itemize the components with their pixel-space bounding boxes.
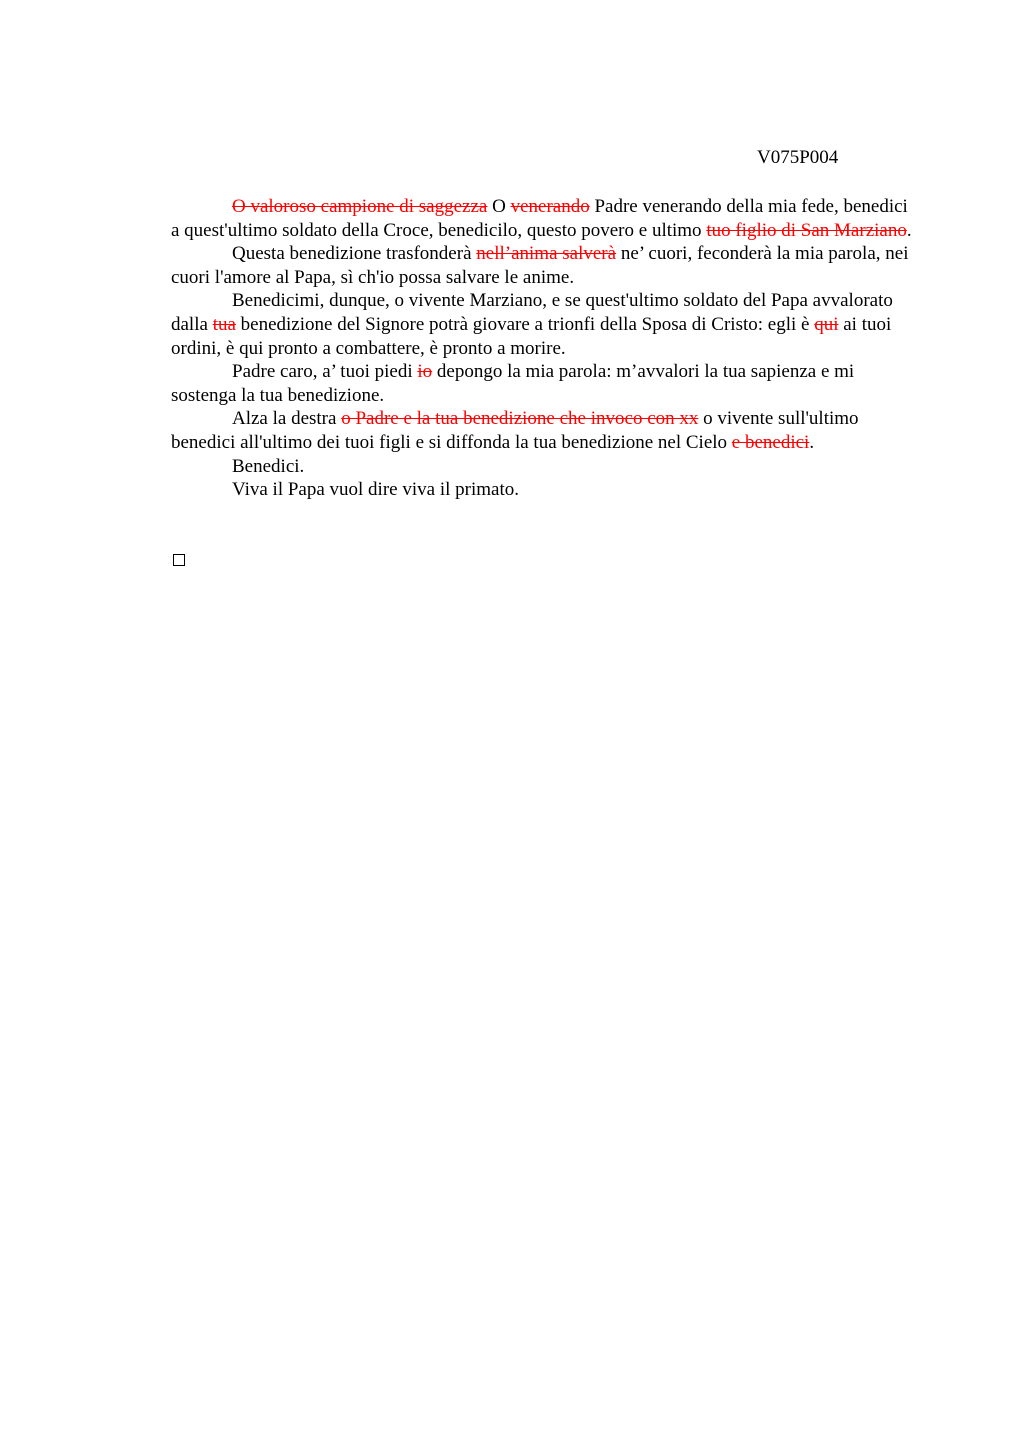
text-run: O xyxy=(487,196,511,217)
text-run: Viva il Papa vuol dire viva il primato. xyxy=(232,479,519,501)
paragraph-4 xyxy=(171,360,919,407)
page-id: V075P004 xyxy=(757,147,839,168)
paragraph-6 xyxy=(171,455,919,479)
deleted-text: o Padre e la tua benedizione che invoco con xx xyxy=(341,408,699,430)
deleted-text: tua xyxy=(212,313,236,335)
text-run: Benedicimi, dunque, o vivente Marziano, e se quest'ultimo soldato del Papa avvalorato dalla xyxy=(171,290,893,335)
deleted-text: e benedici xyxy=(731,431,810,453)
text-run: . xyxy=(906,219,912,241)
text-run: ne’ cuori, feconderà la mia parola, nei cuori l'amore al Papa, sì ch'io possa salvare le anime. xyxy=(171,243,909,288)
deleted-text: O valoroso campione di saggezza xyxy=(232,196,488,217)
paragraph-2 xyxy=(171,242,919,289)
deleted-text: io xyxy=(417,361,433,383)
text-run: . xyxy=(809,431,815,453)
document-body xyxy=(171,195,919,502)
paragraph-7 xyxy=(171,478,919,502)
text-run: Padre venerando della mia fede, benedici a quest'ultimo soldato della Croce, benedicilo, questo povero e ultimo xyxy=(171,196,908,241)
paragraph-1 xyxy=(171,195,919,242)
deleted-text: qui xyxy=(814,313,839,335)
deleted-text: tuo figlio di San Marziano xyxy=(706,219,907,241)
text-run: ai tuoi ordini, è qui pronto a combattere, è pronto a morire. xyxy=(171,313,892,359)
text-run: depongo la mia parola: m’avvalori la tua sapienza e mi sostenga la tua benedizione. xyxy=(171,361,855,406)
paragraph-3 xyxy=(171,289,919,360)
deleted-text: venerando xyxy=(510,196,590,217)
text-run: Padre caro, a’ tuoi piedi xyxy=(232,361,418,383)
text-run: Questa benedizione trasfonderà xyxy=(232,243,477,265)
text-run: benedizione del Signore potrà giovare a trionfi della Sposa di Cristo: egli è xyxy=(235,313,815,335)
paragraph-5 xyxy=(171,407,919,454)
end-marker-box-icon xyxy=(173,554,185,566)
text-run: Alza la destra xyxy=(232,408,342,430)
text-run: o vivente sull'ultimo benedici all'ultimo dei tuoi figli e si diffonda la tua benedizione nel Cielo xyxy=(171,408,859,453)
text-run: Benedici. xyxy=(232,455,305,477)
deleted-text: nell’anima salverà xyxy=(476,243,617,265)
